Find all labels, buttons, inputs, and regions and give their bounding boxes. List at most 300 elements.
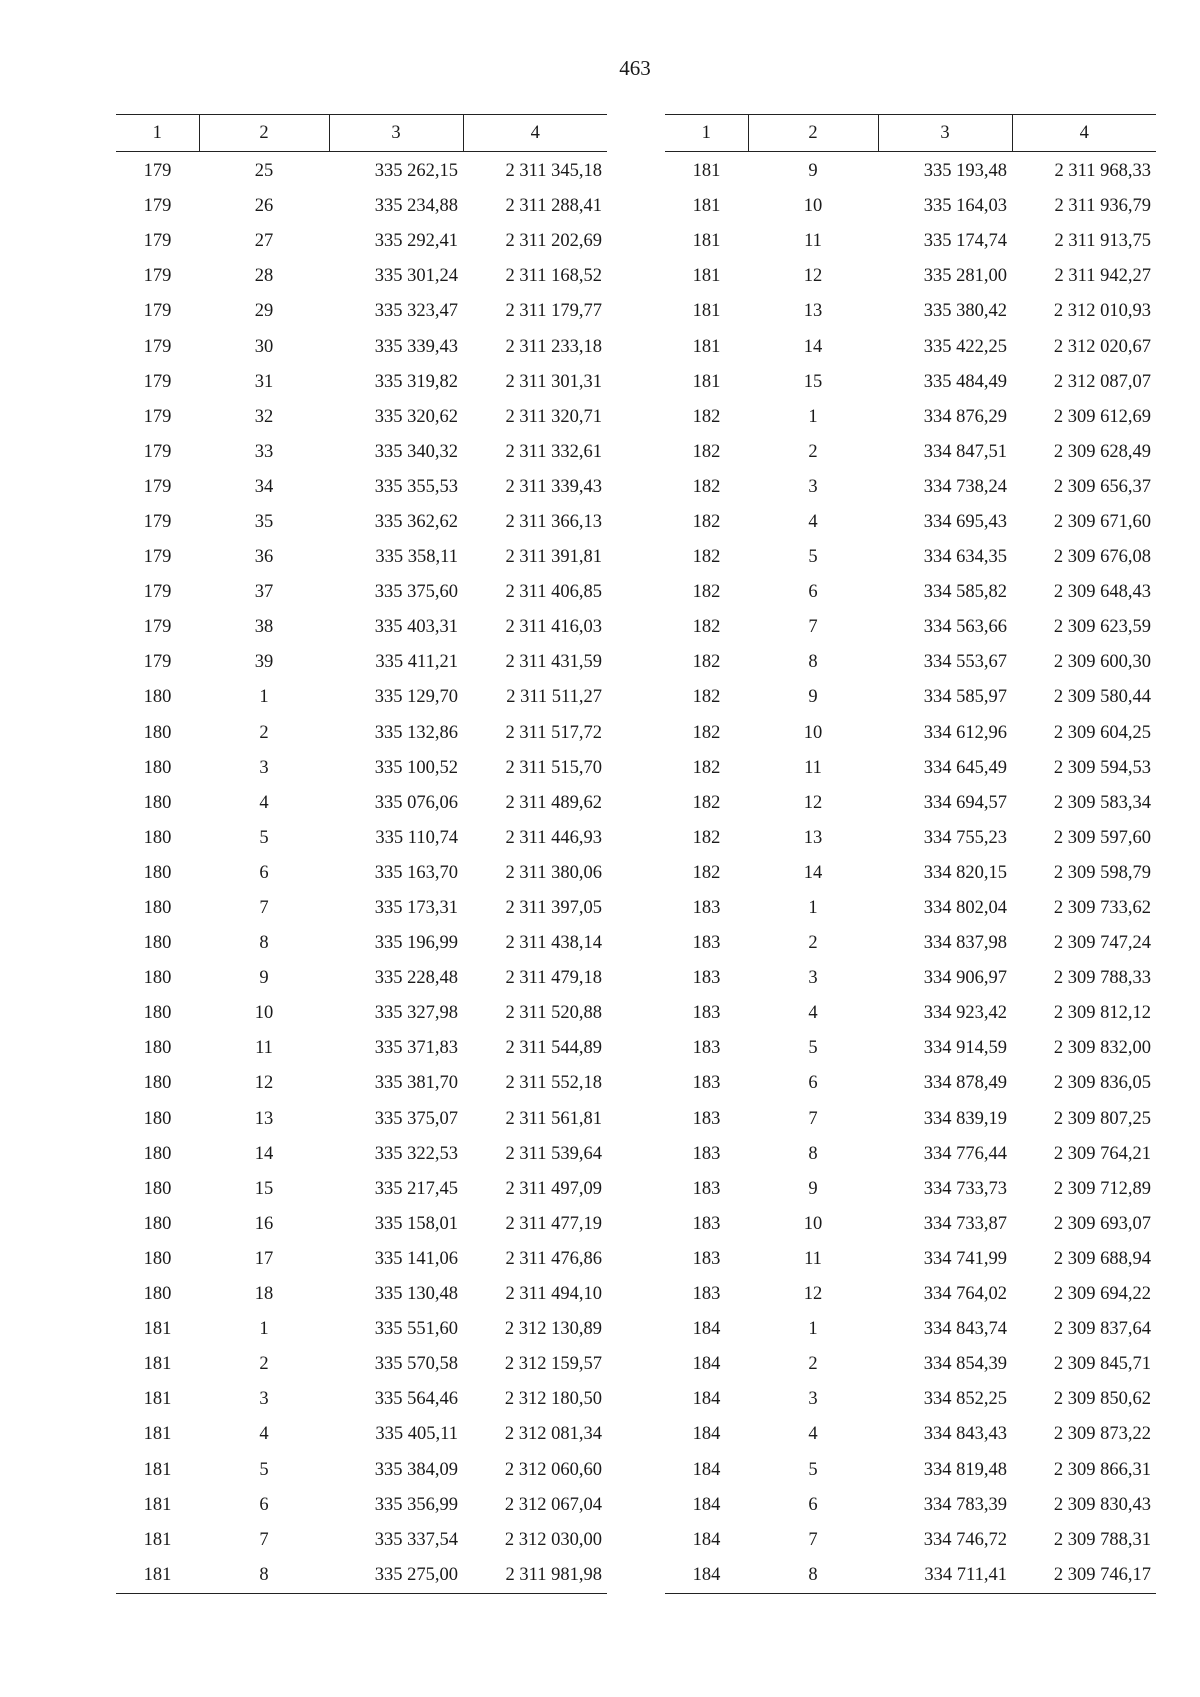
table-cell-col-2: 34 xyxy=(254,476,274,497)
table-cell-col-4: 2 311 544,89 xyxy=(505,1038,602,1059)
table-row xyxy=(116,365,607,400)
table-cell-col-4: 2 309 656,37 xyxy=(1053,476,1151,497)
table-cell-col-2: 8 xyxy=(808,652,818,673)
table-row xyxy=(116,1031,607,1066)
table-cell-col-3: 335 193,48 xyxy=(923,161,1007,182)
table-cell-col-1: 182 xyxy=(692,441,721,462)
table-row xyxy=(665,1488,1156,1523)
table-cell-col-2: 5 xyxy=(808,1038,818,1059)
table-cell-col-4: 2 309 764,21 xyxy=(1053,1143,1151,1164)
table-cell-col-1: 181 xyxy=(143,1459,172,1480)
table-cell-col-3: 334 876,29 xyxy=(923,406,1007,427)
table-cell-col-1: 180 xyxy=(143,1178,172,1199)
table-cell-col-2: 6 xyxy=(808,1073,818,1094)
table-cell-col-1: 184 xyxy=(692,1319,721,1340)
table-row xyxy=(116,716,607,751)
table-cell-col-4: 2 309 830,43 xyxy=(1053,1494,1151,1515)
table-cell-col-1: 181 xyxy=(143,1319,172,1340)
table-cell-col-2: 39 xyxy=(254,652,274,673)
table-cell-col-3: 335 292,41 xyxy=(374,231,458,252)
table-cell-col-1: 179 xyxy=(143,547,172,568)
table-cell-col-3: 335 340,32 xyxy=(374,441,458,462)
table-cell-col-2: 32 xyxy=(254,406,274,427)
table-cell-col-1: 182 xyxy=(692,757,721,778)
table-cell-col-3: 334 819,48 xyxy=(923,1459,1007,1480)
table-cell-col-2: 14 xyxy=(803,862,823,883)
table-cell-col-3: 335 163,70 xyxy=(374,862,458,883)
table-cell-col-4: 2 311 981,98 xyxy=(505,1564,602,1585)
table-cell-col-2: 5 xyxy=(259,827,269,848)
table-cell-col-3: 334 802,04 xyxy=(923,898,1007,919)
table-cell-col-1: 179 xyxy=(143,301,172,322)
table-row xyxy=(116,1277,607,1312)
table-cell-col-3: 334 612,96 xyxy=(923,722,1007,743)
table-cell-col-2: 12 xyxy=(803,792,823,813)
table-row xyxy=(665,470,1156,505)
table-cell-col-4: 2 312 180,50 xyxy=(504,1389,602,1410)
column-header-2: 2 xyxy=(199,115,329,152)
table-cell-col-4: 2 312 159,57 xyxy=(504,1354,602,1375)
table-cell-col-4: 2 311 476,86 xyxy=(505,1248,602,1269)
table-cell-col-3: 335 371,83 xyxy=(374,1038,458,1059)
table-row xyxy=(116,505,607,540)
table-row xyxy=(116,400,607,435)
table-cell-col-4: 2 309 873,22 xyxy=(1053,1424,1151,1445)
table-cell-col-4: 2 309 612,69 xyxy=(1053,406,1151,427)
table-cell-col-1: 179 xyxy=(143,336,172,357)
column-header-2: 2 xyxy=(748,115,878,152)
table-cell-col-3: 334 878,49 xyxy=(923,1073,1007,1094)
table-cell-col-1: 181 xyxy=(692,161,721,182)
table-cell-col-1: 184 xyxy=(692,1389,721,1410)
table-cell-col-1: 183 xyxy=(692,1178,721,1199)
table-cell-col-4: 2 309 600,30 xyxy=(1053,652,1151,673)
table-cell-col-4: 2 309 836,05 xyxy=(1053,1073,1151,1094)
table-cell-col-4: 2 311 489,62 xyxy=(505,792,602,813)
table-row xyxy=(116,294,607,329)
table-cell-col-1: 181 xyxy=(143,1389,172,1410)
table-cell-col-4: 2 309 594,53 xyxy=(1053,757,1151,778)
table-cell-col-2: 30 xyxy=(254,336,274,357)
table-body-right xyxy=(665,152,1156,1594)
table-cell-col-2: 7 xyxy=(808,1108,818,1129)
column-header-1: 1 xyxy=(152,122,162,143)
table-row xyxy=(665,996,1156,1031)
table-cell-col-3: 335 217,45 xyxy=(374,1178,458,1199)
table-row xyxy=(116,329,607,364)
table-cell-col-3: 335 375,60 xyxy=(374,582,458,603)
table-cell-col-4: 2 311 380,06 xyxy=(505,862,602,883)
table-cell-col-3: 335 158,01 xyxy=(374,1213,458,1234)
column-header-1: 1 xyxy=(701,122,711,143)
table-cell-col-3: 335 570,58 xyxy=(374,1354,458,1375)
table-cell-col-4: 2 311 552,18 xyxy=(505,1073,602,1094)
table-cell-col-2: 37 xyxy=(254,582,274,603)
table-cell-col-3: 335 320,62 xyxy=(374,406,458,427)
table-cell-col-2: 1 xyxy=(808,406,818,427)
table-cell-col-2: 2 xyxy=(259,1354,269,1375)
table-header-row xyxy=(665,115,1156,152)
table-cell-col-4: 2 311 288,41 xyxy=(505,196,602,217)
table-row xyxy=(665,329,1156,364)
table-cell-col-1: 181 xyxy=(143,1494,172,1515)
table-cell-col-3: 334 585,82 xyxy=(923,582,1007,603)
table-cell-col-2: 4 xyxy=(808,511,818,532)
table-cell-col-1: 181 xyxy=(692,231,721,252)
table-cell-col-3: 334 733,87 xyxy=(923,1213,1007,1234)
table-cell-col-4: 2 311 391,81 xyxy=(505,547,602,568)
table-cell-col-3: 334 695,43 xyxy=(923,511,1007,532)
table-cell-col-1: 180 xyxy=(143,1073,172,1094)
table-cell-col-1: 180 xyxy=(143,1108,172,1129)
table-cell-col-4: 2 311 202,69 xyxy=(505,231,602,252)
table-cell-col-4: 2 311 517,72 xyxy=(505,722,602,743)
table-cell-col-4: 2 309 623,59 xyxy=(1053,617,1151,638)
table-cell-col-3: 334 843,74 xyxy=(923,1319,1007,1340)
table-row xyxy=(116,540,607,575)
table-cell-col-1: 180 xyxy=(143,757,172,778)
table-cell-col-1: 183 xyxy=(692,1284,721,1305)
table-cell-col-1: 179 xyxy=(143,371,172,392)
table-cell-col-3: 334 711,41 xyxy=(924,1564,1007,1585)
table-row xyxy=(665,1452,1156,1487)
table-cell-col-2: 5 xyxy=(808,1459,818,1480)
table-row xyxy=(116,1452,607,1487)
table-cell-col-1: 183 xyxy=(692,1038,721,1059)
column-header-4: 4 xyxy=(463,115,607,152)
table-row xyxy=(116,891,607,926)
table-cell-col-2: 5 xyxy=(259,1459,269,1480)
table-cell-col-1: 184 xyxy=(692,1459,721,1480)
table-cell-col-2: 17 xyxy=(254,1248,274,1269)
table-cell-col-4: 2 311 438,14 xyxy=(505,933,602,954)
table-cell-col-4: 2 309 676,08 xyxy=(1053,547,1151,568)
table-cell-col-3: 334 843,43 xyxy=(923,1424,1007,1445)
table-row xyxy=(665,926,1156,961)
table-cell-col-1: 180 xyxy=(143,898,172,919)
table-cell-col-3: 334 738,24 xyxy=(923,476,1007,497)
table-cell-col-3: 334 764,02 xyxy=(923,1284,1007,1305)
table-cell-col-1: 179 xyxy=(143,196,172,217)
table-cell-col-1: 180 xyxy=(143,1284,172,1305)
table-cell-col-3: 334 755,23 xyxy=(923,827,1007,848)
table-row xyxy=(116,610,607,645)
table-cell-col-2: 13 xyxy=(803,827,823,848)
table-row xyxy=(665,716,1156,751)
table-row xyxy=(665,152,1156,190)
table-row xyxy=(665,505,1156,540)
table-cell-col-2: 12 xyxy=(254,1073,274,1094)
table-cell-col-4: 2 309 850,62 xyxy=(1053,1389,1151,1410)
table-cell-col-1: 179 xyxy=(143,476,172,497)
table-row xyxy=(665,224,1156,259)
table-cell-col-1: 183 xyxy=(692,1073,721,1094)
table-cell-col-2: 6 xyxy=(259,862,269,883)
table-cell-col-4: 2 311 913,75 xyxy=(1054,231,1151,252)
table-row xyxy=(116,1382,607,1417)
table-cell-col-1: 184 xyxy=(692,1564,721,1585)
table-row xyxy=(665,786,1156,821)
table-cell-col-2: 9 xyxy=(259,968,269,989)
table-cell-col-1: 181 xyxy=(692,266,721,287)
table-row xyxy=(665,1242,1156,1277)
table-cell-col-4: 2 311 431,59 xyxy=(505,652,602,673)
table-cell-col-3: 335 384,09 xyxy=(374,1459,458,1480)
table-cell-col-4: 2 312 067,04 xyxy=(504,1494,602,1515)
table-cell-col-3: 334 776,44 xyxy=(923,1143,1007,1164)
table-cell-col-4: 2 309 746,17 xyxy=(1053,1564,1151,1585)
table-cell-col-3: 334 741,99 xyxy=(923,1248,1007,1269)
table-cell-col-3: 335 228,48 xyxy=(374,968,458,989)
table-cell-col-2: 13 xyxy=(803,301,823,322)
table-cell-col-4: 2 309 597,60 xyxy=(1053,827,1151,848)
table-cell-col-2: 4 xyxy=(808,1424,818,1445)
table-row xyxy=(116,152,607,190)
table-cell-col-4: 2 311 494,10 xyxy=(505,1284,602,1305)
coordinates-table-right xyxy=(665,114,1156,1594)
table-row xyxy=(665,1312,1156,1347)
table-cell-col-3: 334 585,97 xyxy=(923,687,1007,708)
table-row xyxy=(665,435,1156,470)
table-row xyxy=(665,821,1156,856)
table-cell-col-1: 182 xyxy=(692,582,721,603)
table-cell-col-3: 335 411,21 xyxy=(375,652,458,673)
table-cell-col-3: 335 100,52 xyxy=(374,757,458,778)
table-cell-col-2: 31 xyxy=(254,371,274,392)
table-cell-col-3: 335 422,25 xyxy=(923,336,1007,357)
table-row xyxy=(665,1031,1156,1066)
table-cell-col-2: 8 xyxy=(259,1564,269,1585)
table-cell-col-4: 2 309 788,33 xyxy=(1053,968,1151,989)
table-cell-col-2: 35 xyxy=(254,511,274,532)
table-cell-col-3: 334 634,35 xyxy=(923,547,1007,568)
table-cell-col-3: 334 837,98 xyxy=(923,933,1007,954)
table-row xyxy=(116,1488,607,1523)
table-cell-col-1: 182 xyxy=(692,687,721,708)
table-cell-col-4: 2 309 866,31 xyxy=(1053,1459,1151,1480)
table-cell-col-3: 335 551,60 xyxy=(374,1319,458,1340)
table-cell-col-2: 14 xyxy=(254,1143,274,1164)
table-cell-col-1: 180 xyxy=(143,827,172,848)
table-cell-col-1: 184 xyxy=(692,1354,721,1375)
table-cell-col-3: 335 405,11 xyxy=(375,1424,458,1445)
table-cell-col-2: 12 xyxy=(803,1284,823,1305)
table-cell-col-2: 1 xyxy=(259,687,269,708)
table-cell-col-4: 2 309 807,25 xyxy=(1053,1108,1151,1129)
table-cell-col-3: 335 362,62 xyxy=(374,511,458,532)
table-cell-col-4: 2 312 010,93 xyxy=(1053,301,1151,322)
table-cell-col-1: 179 xyxy=(143,617,172,638)
table-cell-col-2: 11 xyxy=(804,231,822,252)
table-cell-col-3: 334 854,39 xyxy=(923,1354,1007,1375)
table-cell-col-4: 2 311 168,52 xyxy=(505,266,602,287)
table-cell-col-1: 179 xyxy=(143,652,172,673)
table-cell-col-2: 3 xyxy=(808,476,818,497)
table-cell-col-4: 2 312 087,07 xyxy=(1053,371,1151,392)
table-cell-col-4: 2 309 845,71 xyxy=(1053,1354,1151,1375)
table-cell-col-1: 183 xyxy=(692,933,721,954)
table-cell-col-1: 180 xyxy=(143,862,172,883)
table-cell-col-1: 180 xyxy=(143,1003,172,1024)
table-cell-col-4: 2 309 671,60 xyxy=(1053,511,1151,532)
table-row xyxy=(116,645,607,680)
table-row xyxy=(665,1523,1156,1558)
table-cell-col-2: 10 xyxy=(254,1003,274,1024)
table-cell-col-1: 181 xyxy=(143,1424,172,1445)
table-cell-col-3: 335 173,31 xyxy=(374,898,458,919)
table-row xyxy=(665,961,1156,996)
table-cell-col-2: 1 xyxy=(259,1319,269,1340)
table-cell-col-1: 183 xyxy=(692,1248,721,1269)
table-cell-col-3: 335 358,11 xyxy=(375,547,458,568)
table-row xyxy=(116,259,607,294)
table-cell-col-1: 182 xyxy=(692,617,721,638)
table-header-row xyxy=(116,115,607,152)
table-cell-col-4: 2 309 598,79 xyxy=(1053,862,1151,883)
column-header-3: 3 xyxy=(878,115,1012,152)
table-cell-col-3: 334 563,66 xyxy=(923,617,1007,638)
table-cell-col-2: 3 xyxy=(808,968,818,989)
table-cell-col-1: 183 xyxy=(692,1143,721,1164)
table-cell-col-1: 182 xyxy=(692,722,721,743)
table-cell-col-4: 2 311 561,81 xyxy=(505,1108,602,1129)
table-cell-col-4: 2 309 583,34 xyxy=(1053,792,1151,813)
table-cell-col-4: 2 311 406,85 xyxy=(505,582,602,603)
column-header-4: 4 xyxy=(1012,115,1156,152)
table-cell-col-3: 335 337,54 xyxy=(374,1529,458,1550)
table-cell-col-4: 2 309 628,49 xyxy=(1053,441,1151,462)
table-cell-col-2: 13 xyxy=(254,1108,274,1129)
table-cell-col-1: 182 xyxy=(692,476,721,497)
table-cell-col-3: 335 196,99 xyxy=(374,933,458,954)
table-cell-col-4: 2 309 604,25 xyxy=(1053,722,1151,743)
column-header-3: 3 xyxy=(329,115,463,152)
table-cell-col-3: 334 553,67 xyxy=(923,652,1007,673)
table-cell-col-4: 2 309 747,24 xyxy=(1053,933,1151,954)
table-cell-col-3: 335 355,53 xyxy=(374,476,458,497)
table-row xyxy=(665,189,1156,224)
table-cell-col-4: 2 312 060,60 xyxy=(504,1459,602,1480)
table-row xyxy=(665,1347,1156,1382)
table-cell-col-3: 335 234,88 xyxy=(374,196,458,217)
table-cell-col-2: 8 xyxy=(808,1564,818,1585)
table-cell-col-2: 29 xyxy=(254,301,274,322)
table-row xyxy=(116,680,607,715)
table-cell-col-3: 335 129,70 xyxy=(374,687,458,708)
table-cell-col-3: 335 141,06 xyxy=(374,1248,458,1269)
table-cell-col-4: 2 309 694,22 xyxy=(1053,1284,1151,1305)
table-cell-col-1: 180 xyxy=(143,968,172,989)
table-cell-col-4: 2 311 942,27 xyxy=(1054,266,1151,287)
table-row xyxy=(665,1417,1156,1452)
table-cell-col-1: 180 xyxy=(143,1038,172,1059)
table-row xyxy=(665,1172,1156,1207)
table-cell-col-4: 2 311 345,18 xyxy=(505,161,602,182)
table-cell-col-2: 10 xyxy=(803,1213,823,1234)
table-row xyxy=(665,751,1156,786)
table-cell-col-1: 179 xyxy=(143,582,172,603)
table-cell-col-2: 15 xyxy=(254,1178,274,1199)
table-cell-col-3: 335 275,00 xyxy=(374,1564,458,1585)
table-cell-col-1: 181 xyxy=(143,1529,172,1550)
table-row xyxy=(665,856,1156,891)
table-cell-col-1: 180 xyxy=(143,792,172,813)
table-cell-col-4: 2 311 968,33 xyxy=(1054,161,1151,182)
table-cell-col-2: 2 xyxy=(808,1354,818,1375)
table-row xyxy=(116,926,607,961)
table-cell-col-2: 7 xyxy=(808,617,818,638)
table-cell-col-1: 183 xyxy=(692,1213,721,1234)
table-cell-col-4: 2 311 497,09 xyxy=(505,1178,602,1199)
table-cell-col-3: 334 923,42 xyxy=(923,1003,1007,1024)
table-cell-col-2: 2 xyxy=(808,441,818,462)
coordinates-table-left xyxy=(116,114,607,1594)
table-row xyxy=(116,470,607,505)
table-cell-col-4: 2 311 301,31 xyxy=(505,371,602,392)
table-row xyxy=(665,540,1156,575)
table-cell-col-1: 179 xyxy=(143,161,172,182)
table-cell-col-2: 27 xyxy=(254,231,274,252)
table-cell-col-4: 2 312 030,00 xyxy=(504,1529,602,1550)
table-cell-col-3: 334 847,51 xyxy=(923,441,1007,462)
table-cell-col-2: 7 xyxy=(259,898,269,919)
table-cell-col-3: 335 262,15 xyxy=(374,161,458,182)
table-cell-col-4: 2 309 648,43 xyxy=(1053,582,1151,603)
table-cell-col-1: 181 xyxy=(692,301,721,322)
table-row xyxy=(116,1312,607,1347)
table-cell-col-1: 183 xyxy=(692,1003,721,1024)
table-cell-col-4: 2 311 515,70 xyxy=(505,757,602,778)
table-cell-col-4: 2 311 936,79 xyxy=(1054,196,1151,217)
table-cell-col-3: 335 356,99 xyxy=(374,1494,458,1515)
table-cell-col-3: 335 375,07 xyxy=(374,1108,458,1129)
table-cell-col-1: 182 xyxy=(692,652,721,673)
table-cell-col-3: 334 852,25 xyxy=(923,1389,1007,1410)
table-row xyxy=(665,891,1156,926)
table-cell-col-1: 182 xyxy=(692,862,721,883)
table-cell-col-3: 335 132,86 xyxy=(374,722,458,743)
table-cell-col-3: 335 323,47 xyxy=(374,301,458,322)
table-cell-col-4: 2 311 477,19 xyxy=(505,1213,602,1234)
table-cell-col-4: 2 312 081,34 xyxy=(504,1424,602,1445)
table-cell-col-1: 180 xyxy=(143,1143,172,1164)
table-cell-col-1: 182 xyxy=(692,406,721,427)
table-cell-col-4: 2 309 837,64 xyxy=(1053,1319,1151,1340)
table-cell-col-4: 2 311 320,71 xyxy=(505,406,602,427)
table-cell-col-2: 28 xyxy=(254,266,274,287)
table-row xyxy=(665,1137,1156,1172)
table-cell-col-1: 183 xyxy=(692,898,721,919)
table-cell-col-1: 184 xyxy=(692,1529,721,1550)
table-cell-col-1: 181 xyxy=(692,196,721,217)
table-row xyxy=(116,996,607,1031)
page-number: 463 xyxy=(619,56,651,80)
table-cell-col-2: 12 xyxy=(803,266,823,287)
table-cell-col-3: 335 281,00 xyxy=(923,266,1007,287)
table-cell-col-2: 11 xyxy=(804,1248,822,1269)
table-cell-col-3: 334 746,72 xyxy=(923,1529,1007,1550)
table-cell-col-2: 6 xyxy=(259,1494,269,1515)
table-cell-col-1: 184 xyxy=(692,1494,721,1515)
table-row xyxy=(116,575,607,610)
table-cell-col-4: 2 309 712,89 xyxy=(1053,1178,1151,1199)
table-cell-col-4: 2 309 733,62 xyxy=(1053,898,1151,919)
table-cell-col-3: 334 839,19 xyxy=(923,1108,1007,1129)
table-cell-col-3: 335 130,48 xyxy=(374,1284,458,1305)
table-cell-col-4: 2 312 020,67 xyxy=(1053,336,1151,357)
table-cell-col-1: 181 xyxy=(692,336,721,357)
table-cell-col-2: 36 xyxy=(254,547,274,568)
